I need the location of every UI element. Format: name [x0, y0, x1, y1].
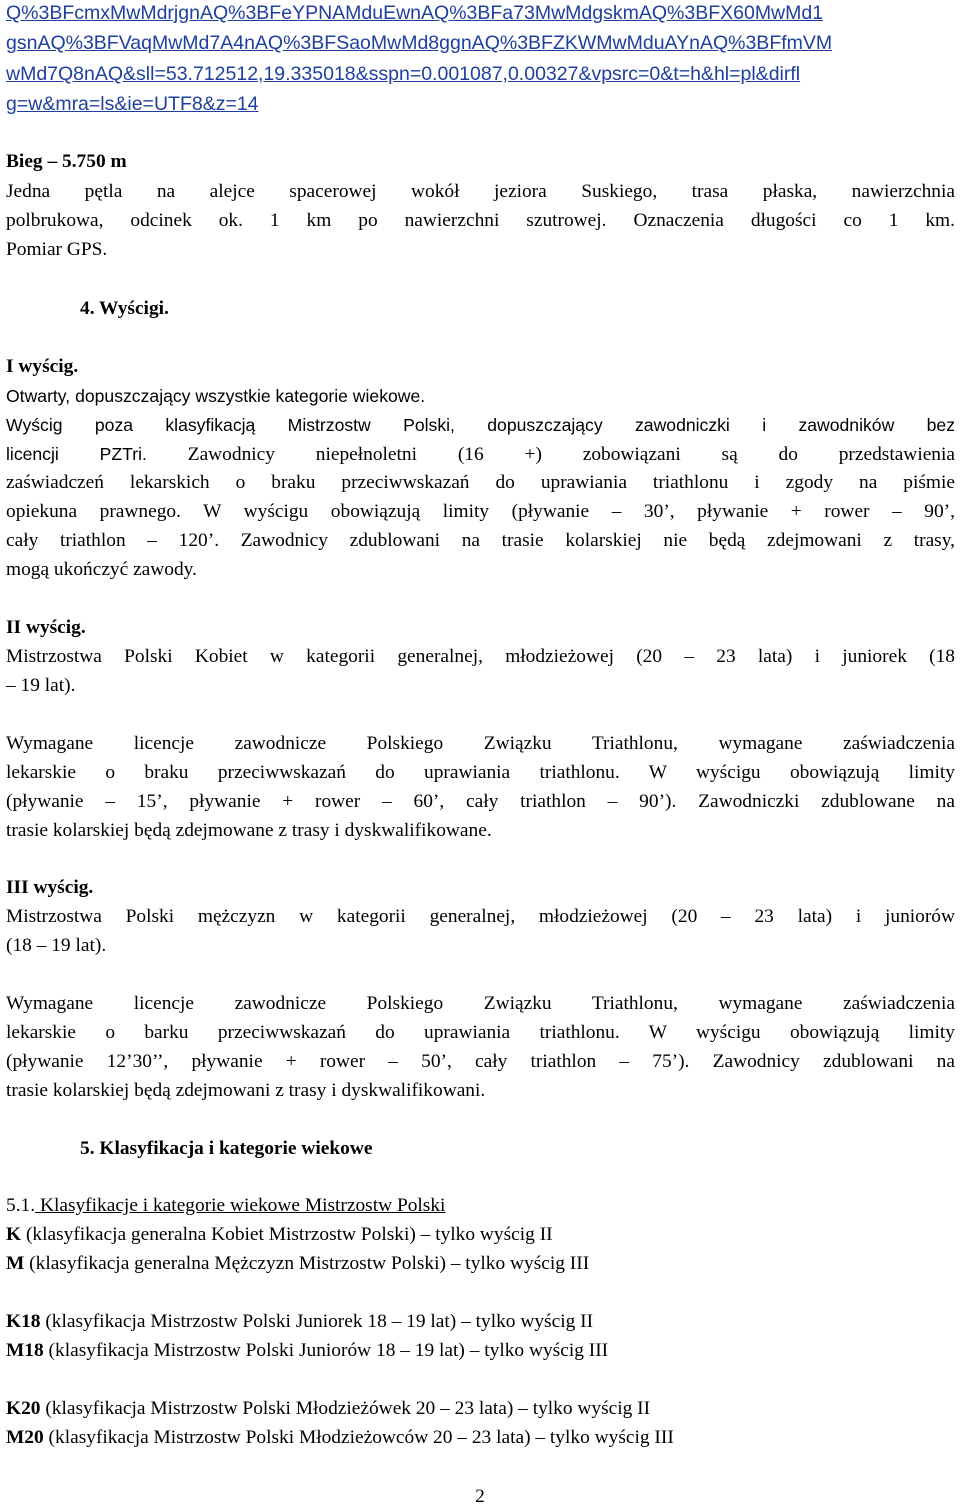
subsection-number: 5.1.	[6, 1195, 36, 1216]
category-item	[6, 1308, 593, 1336]
race-1-line: Otwarty, dopuszczający wszystkie kategorie wiekowe.	[6, 386, 426, 406]
category-item	[6, 1337, 608, 1365]
race-2-line: Wymagane licencje zawodnicze Polskiego Związku Triathlonu, wymagane zaświadczenia	[6, 733, 955, 754]
category-item	[6, 1395, 650, 1423]
category-code: K18	[6, 1311, 41, 1332]
run-description-line: Jedna pętla na alejce spacerowej wokół jeziora Suskiego, trasa płaska, nawierzchnia	[6, 181, 955, 202]
category-item	[6, 1221, 553, 1249]
category-description: (klasyfikacja generalna Mężczyzn Mistrzostw Polski) – tylko wyścig III	[24, 1253, 590, 1274]
category-description: (klasyfikacja Mistrzostw Polski Juniorów 18 – 19 lat) – tylko wyścig III	[43, 1340, 609, 1361]
race-2-line: – 19 lat).	[6, 675, 76, 696]
race-2-line: lekarskie o braku przeciwwskazań do uprawiania triathlonu. W wyścigu obowiązują limity	[6, 762, 955, 783]
race-3-line: Wymagane licencje zawodnicze Polskiego Związku Triathlonu, wymagane zaświadczenia	[6, 993, 955, 1014]
map-url-line-3[interactable]: wMd7Q8nAQ&sll=53.712512,19.335018&sspn=0.001087,0.00327&vpsrc=0&t=h&hl=pl&dirfl	[6, 63, 801, 85]
race-2-heading: II wyścig.	[6, 617, 86, 638]
run-heading: Bieg – 5.750 m	[6, 151, 127, 172]
race-3-line: (18 – 19 lat).	[6, 935, 107, 956]
map-url-line-1[interactable]: Q%3BFcmxMwMdrjgnAQ%3BFeYPNAMduEwnAQ%3BFa73MwMdgskmAQ%3BFX60MwMd1	[6, 2, 824, 24]
race-1-line-part: Zawodnicy niepełnoletni (16 +) zobowiązani są do przedstawienia	[146, 444, 955, 465]
race-1-line: cały triathlon – 120’. Zawodnicy zdublowani na trasie kolarskiej nie będą zdejmowani z trasy,	[6, 530, 955, 551]
race-3-heading: III wyścig.	[6, 877, 94, 898]
race-1-line: mogą ukończyć zawody.	[6, 559, 197, 580]
page-number: 2	[475, 1486, 485, 1507]
category-description: (klasyfikacja generalna Kobiet Mistrzostw Polski) – tylko wyścig II	[21, 1224, 553, 1245]
race-1-heading: I wyścig.	[6, 356, 79, 377]
map-url-line-4[interactable]: g=w&mra=ls&ie=UTF8&z=14	[6, 93, 259, 115]
race-1-line: Wyścig poza klasyfikacją Mistrzostw Polski, dopuszczający zawodniczki i zawodników bez	[6, 415, 955, 435]
section-5-heading: 5. Klasyfikacja i kategorie wiekowe	[80, 1138, 373, 1159]
race-1-line-part: licencji PZTri.	[6, 444, 147, 464]
category-item	[6, 1250, 589, 1278]
category-code: M	[6, 1253, 25, 1274]
race-2-line: trasie kolarskiej będą zdejmowane z trasy i dyskwalifikowane.	[6, 820, 492, 841]
race-1-line: zaświadczeń lekarskich o braku przeciwwskazań do uprawiania triathlonu i zgody na piśmie	[6, 472, 955, 493]
category-code: M18	[6, 1340, 44, 1361]
race-3-line: lekarskie o barku przeciwwskazań do uprawiania triathlonu. W wyścigu obowiązują limity	[6, 1022, 955, 1043]
subsection-5-1-heading	[6, 1192, 445, 1220]
map-url-line-2[interactable]: gsnAQ%3BFVaqMwMd7A4nAQ%3BFSaoMwMd8ggnAQ%3BFZKWMwMduAYnAQ%3BFfmVM	[6, 32, 833, 54]
race-2-line: Mistrzostwa Polski Kobiet w kategorii generalnej, młodzieżowej (20 – 23 lata) i juniorek (18	[6, 646, 955, 667]
race-3-line: trasie kolarskiej będą zdejmowani z trasy i dyskwalifikowani.	[6, 1080, 486, 1101]
category-item	[6, 1424, 674, 1452]
race-3-line: Mistrzostwa Polski mężczyzn w kategorii generalnej, młodzieżowej (20 – 23 lata) i juniorów	[6, 906, 955, 927]
subsection-title: Klasyfikacje i kategorie wiekowe Mistrzostw Polski	[35, 1195, 446, 1216]
race-2-line: (pływanie – 15’, pływanie + rower – 60’, cały triathlon – 90’). Zawodniczki zdublowane na	[6, 791, 955, 812]
race-1-line	[6, 440, 955, 469]
race-3-line: (pływanie 12’30’’, pływanie + rower – 50’, cały triathlon – 75’). Zawodnicy zdublowani na	[6, 1051, 955, 1072]
race-1-line: opiekuna prawnego. W wyścigu obowiązują limity (pływanie – 30’, pływanie + rower – 90’,	[6, 501, 955, 522]
category-description: (klasyfikacja Mistrzostw Polski Juniorek 18 – 19 lat) – tylko wyścig II	[40, 1311, 594, 1332]
run-description-line: polbrukowa, odcinek ok. 1 km po nawierzchni szutrowej. Oznaczenia długości co 1 km.	[6, 210, 955, 231]
run-description-line: Pomiar GPS.	[6, 239, 108, 260]
category-code: K	[6, 1224, 22, 1245]
category-code: K20	[6, 1398, 41, 1419]
category-code: M20	[6, 1427, 44, 1448]
category-description: (klasyfikacja Mistrzostw Polski Młodzieżówek 20 – 23 lata) – tylko wyścig II	[40, 1398, 651, 1419]
category-description: (klasyfikacja Mistrzostw Polski Młodzieżowców 20 – 23 lata) – tylko wyścig III	[43, 1427, 674, 1448]
section-4-heading: 4. Wyścigi.	[80, 298, 169, 319]
